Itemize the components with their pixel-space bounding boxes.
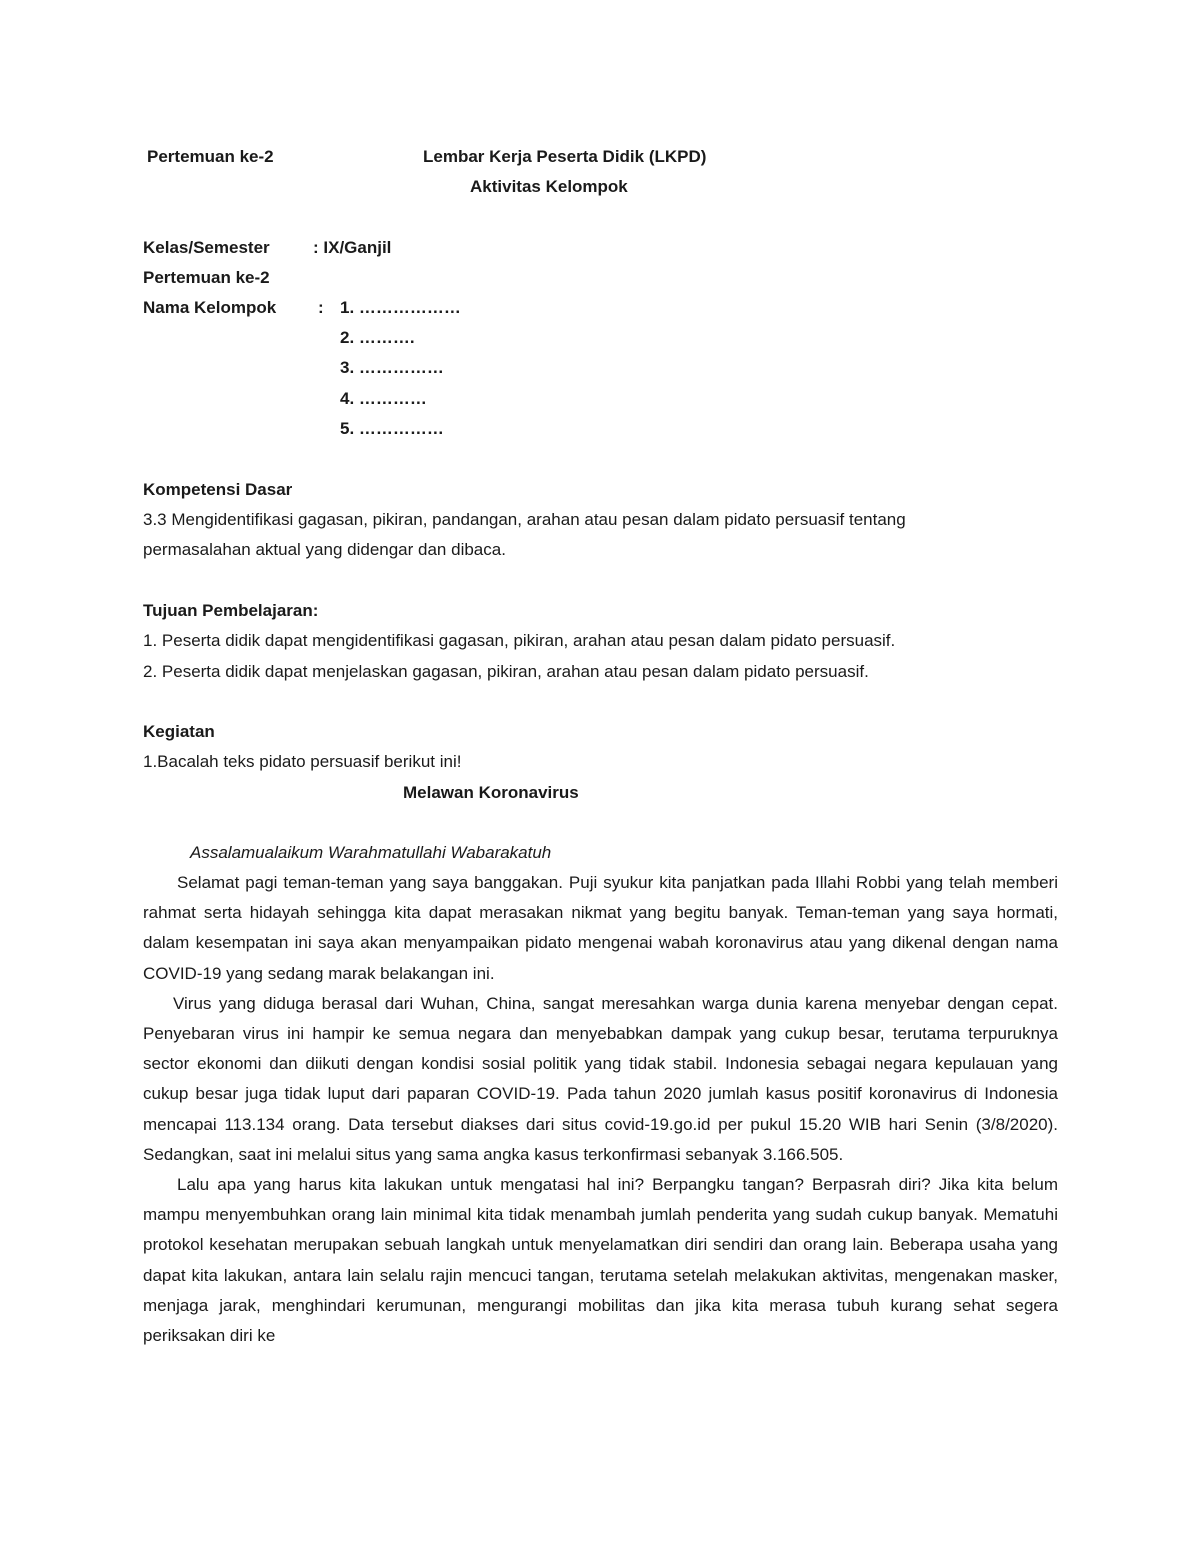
group-colon: :: [318, 298, 324, 317]
speech-paragraph-2: Virus yang diduga berasal dari Wuhan, China, sangat meresahkan warga dunia karena menyebar dengan cepat. Penyebaran virus ini hampir ke semua negara dan menyebabkan dampak yang cukup besar, terutama terpuruknya sector ekonomi dan diikuti dengan kondisi sosial politik yang tidak stabil. Indonesia sebagai negara kepulauan yang cukup besar juga tidak luput dari paparan COVID-19. Pada tahun 2020 jumlah kasus positif koronavirus di Indonesia mencapai 113.134 orang. Data tersebut diakses dari situs covid-19.go.id per pukul 15.20 WIB hari Senin (3/8/2020). Sedangkan, saat ini melalui situs yang sama angka kasus terkonfirmasi sebanyak 3.166.505.: [143, 993, 1058, 1164]
tujuan-heading: Tujuan Pembelajaran:: [143, 601, 319, 620]
speech-greeting: Assalamualaikum Warahmatullahi Wabarakatuh: [190, 843, 552, 862]
kegiatan-instruction: 1.Bacalah teks pidato persuasif berikut ini!: [143, 752, 462, 771]
speech-paragraph-3: Lalu apa yang harus kita lakukan untuk mengatasi hal ini? Berpangku tangan? Berpasrah diri? Jika kita belum mampu menyembuhkan orang lain minimal kita tidak menambah jumlah penderita yang sudah cukup banyak. Mematuhi protokol kesehatan merupakan sebuah langkah untuk menyelamatkan diri sendiri dan orang lain. Beberapa usaha yang dapat kita lakukan, antara lain selalu rajin mencuci tangan, terutama setelah melakukan aktivitas, mengenakan masker, menjaga jarak, menghindari kerumunan, mengurangi mobilitas dan jika kita merasa tubuh kurang sehat segera periksakan diri ke: [143, 1175, 1058, 1346]
class-value: : IX/Ganjil: [313, 238, 392, 257]
group-member-3: 3. ……………: [340, 358, 444, 377]
group-member-5: 5. ……………: [340, 419, 444, 438]
group-name-label: Nama Kelompok: [143, 298, 277, 317]
speech-paragraph-1: Selamat pagi teman-teman yang saya banggakan. Puji syukur kita panjatkan pada Illahi Robbi yang telah memberi rahmat serta hidayah sehingga kita dapat merasakan nikmat yang begitu banyak. Teman-teman yang saya hormati, dalam kesempatan ini saya akan menyampaikan pidato mengenai wabah koronavirus atau yang dikenal dengan nama COVID-19 yang sedang marak belakangan ini.: [143, 873, 1058, 983]
kompetensi-line-2: permasalahan aktual yang didengar dan dibaca.: [143, 540, 506, 559]
tujuan-item-1: 1. Peserta didik dapat mengidentifikasi gagasan, pikiran, arahan atau pesan dalam pidato persuasif.: [143, 631, 896, 650]
tujuan-item-2: 2. Peserta didik dapat menjelaskan gagasan, pikiran, arahan atau pesan dalam pidato persuasif.: [143, 662, 869, 681]
kompetensi-line-1: 3.3 Mengidentifikasi gagasan, pikiran, pandangan, arahan atau pesan dalam pidato persuasif tentang: [143, 510, 906, 529]
meeting-number-label: Pertemuan ke-2: [143, 268, 270, 287]
document-subtitle: Aktivitas Kelompok: [470, 177, 628, 196]
group-member-2: 2. ……….: [340, 328, 415, 347]
group-member-4: 4. …………: [340, 389, 427, 408]
meeting-label: Pertemuan ke-2: [147, 147, 274, 166]
kompetensi-heading: Kompetensi Dasar: [143, 480, 293, 499]
document-title: Lembar Kerja Peserta Didik (LKPD): [423, 147, 707, 166]
group-member-1: 1. ………………: [340, 298, 461, 317]
kegiatan-heading: Kegiatan: [143, 722, 215, 741]
speech-body: [143, 868, 1058, 1351]
class-label: Kelas/Semester: [143, 238, 270, 257]
speech-title: Melawan Koronavirus: [403, 783, 579, 802]
